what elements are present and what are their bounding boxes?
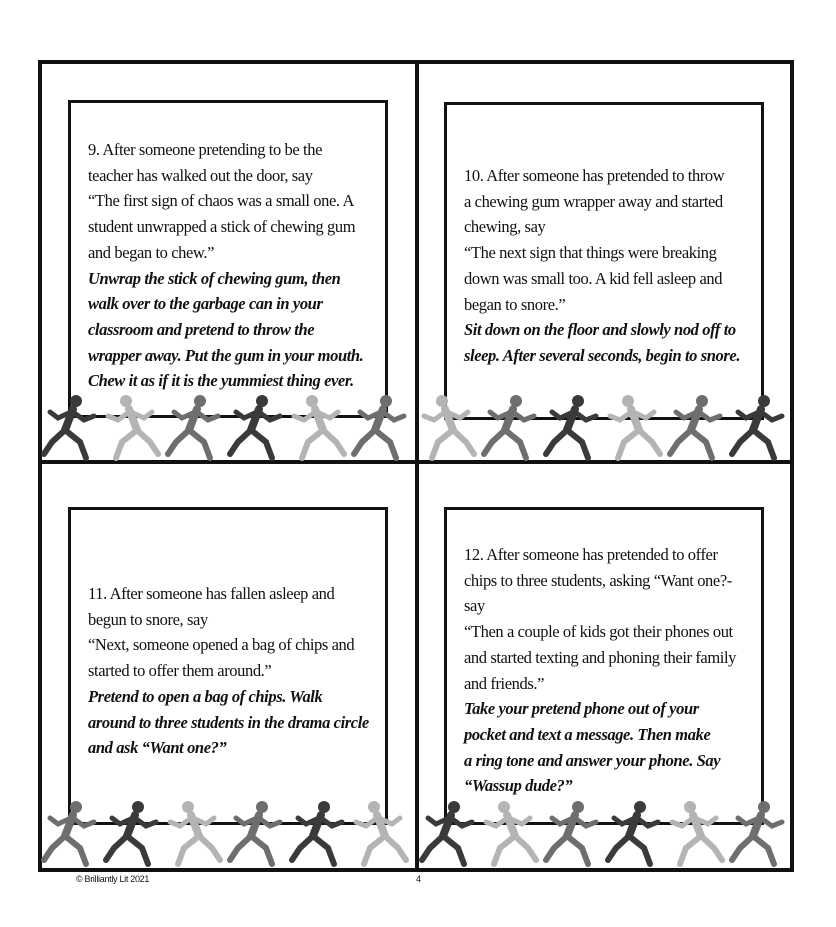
card-9: [68, 100, 388, 418]
action-line: wrapper away. Put the gum in your mouth.: [88, 345, 364, 365]
runner-figure-icon: [728, 392, 788, 462]
setup-line: 9. After someone pretending to be the: [88, 140, 323, 159]
runners-strip: [40, 798, 414, 868]
runner-figure-icon: [604, 798, 664, 868]
runners-strip: [418, 798, 792, 868]
runner-figure-icon: [164, 392, 224, 462]
setup-line: teacher has walked out the door, say: [88, 165, 313, 185]
action-line: Sit down on the floor and slowly nod off to: [464, 320, 736, 340]
action-line: Chew it as if it is the yummiest thing ever.: [88, 371, 354, 391]
quote-line: “Next, someone opened a bag of chips and: [88, 635, 355, 655]
action-line: Unwrap the stick of chewing gum, then: [88, 268, 341, 288]
quote-line: started to offer them around.”: [88, 661, 272, 681]
action-line: around to three students in the drama circle: [88, 712, 369, 732]
card-10: [444, 102, 764, 420]
runner-figure-icon: [102, 798, 162, 868]
quote-line: student unwrapped a stick of chewing gum: [88, 217, 356, 237]
runner-figure-icon: [226, 392, 286, 462]
action-line: pocket and text a message. Then make: [464, 724, 711, 744]
card-text: [88, 137, 388, 394]
setup-line: a chewing gum wrapper away and started: [464, 191, 723, 211]
action-line: a ring tone and answer your phone. Say: [464, 750, 721, 770]
runner-figure-icon: [542, 392, 602, 462]
setup-line: 12. After someone has pretended to offer: [464, 545, 718, 564]
runner-figure-icon: [666, 798, 726, 868]
runner-figure-icon: [604, 392, 664, 462]
card-text: [88, 581, 388, 761]
action-line: Take your pretend phone out of your: [464, 699, 699, 719]
runner-figure-icon: [288, 798, 348, 868]
action-line: sleep. After several seconds, begin to snore.: [464, 345, 741, 365]
copyright: © Brilliantly Lit 2021: [76, 874, 150, 884]
runner-figure-icon: [542, 798, 602, 868]
quote-line: “The next sign that things were breaking: [464, 243, 717, 263]
card-12: [444, 507, 764, 825]
runner-figure-icon: [480, 798, 540, 868]
quote-line: down was small too. A kid fell asleep and: [464, 268, 723, 288]
quote-line: “Then a couple of kids got their phones out: [464, 622, 733, 642]
quote-line: and started texting and phoning their family: [464, 647, 736, 667]
runner-figure-icon: [728, 798, 788, 868]
runner-figure-icon: [480, 392, 540, 462]
runner-figure-icon: [418, 798, 478, 868]
runner-figure-icon: [350, 392, 410, 462]
runner-figure-icon: [350, 798, 410, 868]
card-text: [464, 163, 764, 369]
runner-figure-icon: [288, 392, 348, 462]
action-line: “Wassup dude?”: [464, 776, 573, 796]
runner-figure-icon: [40, 392, 100, 462]
setup-line: begun to snore, say: [88, 609, 208, 629]
setup-line: say: [464, 596, 485, 616]
runners-strip: [40, 392, 414, 462]
runner-figure-icon: [164, 798, 224, 868]
card-11: [68, 507, 388, 825]
action-line: classroom and pretend to throw the: [88, 319, 315, 339]
action-line: walk over to the garbage can in your: [88, 294, 323, 314]
quote-line: and friends.”: [464, 673, 545, 693]
runner-figure-icon: [102, 392, 162, 462]
runners-strip: [418, 392, 792, 462]
quote-line: “The first sign of chaos was a small one. A: [88, 191, 354, 211]
setup-line: 10. After someone has pretended to throw: [464, 166, 725, 185]
setup-line: chips to three students, asking “Want one?-: [464, 570, 732, 590]
action-line: and ask “Want one?”: [88, 738, 227, 758]
action-line: Pretend to open a bag of chips. Walk: [88, 686, 323, 706]
setup-line: 11. After someone has fallen asleep and: [88, 584, 335, 603]
vertical-divider: [415, 60, 419, 872]
setup-line: chewing, say: [464, 217, 546, 237]
quote-line: began to snore.”: [464, 294, 566, 314]
runner-figure-icon: [418, 392, 478, 462]
runner-figure-icon: [666, 392, 726, 462]
runner-figure-icon: [226, 798, 286, 868]
runner-figure-icon: [40, 798, 100, 868]
page-number: 4: [416, 874, 421, 884]
quote-line: and began to chew.”: [88, 242, 215, 262]
card-text: [464, 542, 764, 799]
